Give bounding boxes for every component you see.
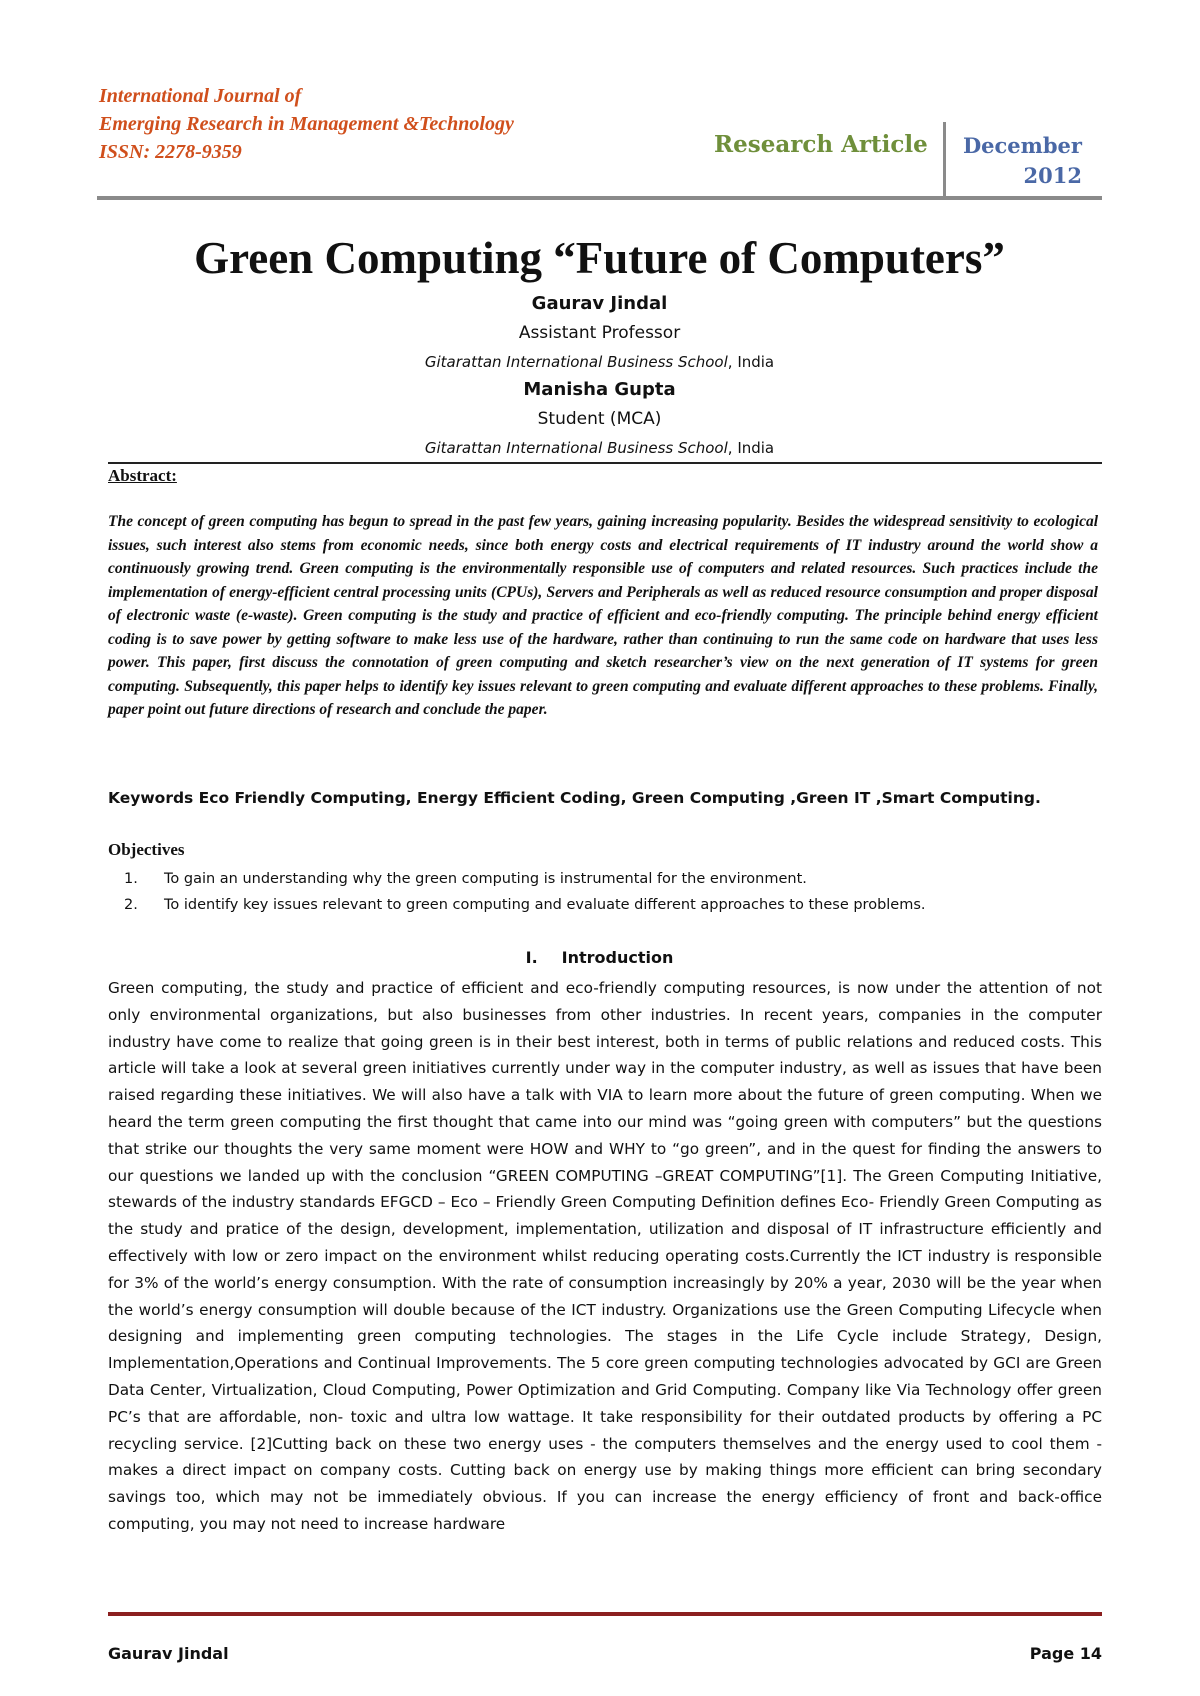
journal-name-line2: Emerging Research in Management &Technology: [99, 113, 514, 135]
author-name: Manisha Gupta: [523, 379, 676, 400]
list-item: [108, 892, 1098, 918]
header-rule: [97, 196, 1102, 200]
affiliation-country: , India: [727, 353, 775, 371]
article-type: Research Article: [714, 131, 928, 158]
list-number: 2.: [124, 897, 138, 913]
section-number: I.: [525, 948, 538, 967]
abstract-rule: [108, 462, 1102, 464]
list-text: To gain an understanding why the green computing is instrumental for the environment.: [164, 871, 807, 887]
author-role: Assistant Professor: [518, 323, 681, 343]
author-role: Student (MCA): [537, 409, 662, 429]
paper-title: Green Computing “Future of Computers”: [194, 233, 1005, 283]
list-item: [108, 866, 1098, 892]
abstract-text: The concept of green computing has begun to spread in the past few years, gaining increasing popularity. Besides the widespread sensitivity to ecological issues, such interest also stems from economic needs, since both energy costs and electrical requirements of IT industry around the world show a continuously growing trend. Green computing is the environmentally responsible use of computers and related resources. Such practices include the implementation of energy-efficient central processing units (CPUs), Servers and Peripherals as well as reduced resource consumption and proper disposal of electronic waste (e-waste). Green computing is the study and practice of efficient and eco-friendly computing. The principle behind energy efficient coding is to save power by getting software to make less use of the hardware, rather than continuing to run the same code on hardware that uses less power. This paper, first discuss the connotation of green computing and sketch researcher’s view on the next generation of IT systems for green computing. Subsequently, this paper helps to identify key issues relevant to green computing and evaluate different approaches to these problems. Finally, paper point out future directions of research and conclude the paper.: [108, 513, 1098, 718]
page-number: Page 14: [1029, 1644, 1102, 1663]
issue-date: [957, 131, 1082, 191]
section-heading-introduction: [97, 948, 1102, 967]
issue-year: 2012: [1023, 163, 1082, 188]
journal-issn: ISSN: 2278-9359: [99, 141, 242, 163]
author-affiliation: [97, 348, 1102, 376]
issue-month: December: [962, 133, 1082, 158]
footer-author: Gaurav Jindal: [108, 1644, 229, 1663]
author-block: [97, 290, 1102, 462]
author-name: Gaurav Jindal: [531, 293, 668, 314]
introduction-text: Green computing, the study and practice of efficient and eco-friendly computing resources, is now under the attention of not only environmental organizations, but also businesses from other industries. In recent years, companies in the computer industry have come to realize that going green is in their best interest, both in terms of public relations and reduced costs. This article will take a look at several green initiatives currently under way in the computer industry, as well as issues that have been raised regarding these initiatives. We will also have a talk with VIA to learn more about the future of green computing. When we heard the term green computing the first thought that came into our mind was “going green with computers” but the questions that strike our thoughts the very same moment were HOW and WHY to “go green”, and in the quest for finding the answers to our questions we landed up with the conclusion “GREEN COMPUTING –GREAT COMPUTING”[1]. The Green Computing Initiative, stewards of the industry standards EFGCD – Eco – Friendly Green Computing Definition defines Eco- Friendly Green Computing as the study and pratice of the design, development, implementation, utilization and disposal of IT infrastructure efficiently and effectively with low or zero impact on the environment whilst reducing operating costs.Currently the ICT industry is responsible for 3% of the world’s energy consumption. With the rate of consumption increasingly by 20% a year, 2030 will be the year when the world’s energy consumption will double because of the ICT industry. Organizations use the Green Computing Lifecycle when designing and implementing green computing technologies. The stages in the Life Cycle include Strategy, Design, Implementation,Operations and Continual Improvements. The 5 core green computing technologies advocated by GCI are Green Data Center, Virtualization, Cloud Computing, Power Optimization and Grid Computing. Company like Via Technology offer green PC’s that are affordable, non- toxic and ultra low wattage. It take responsibility for their outdated products by offering a PC recycling service. [2]Cutting back on these two energy uses - the computers themselves and the energy used to cool them - makes a direct impact on company costs. Cutting back on energy use by making things more efficient can bring secondary savings too, which may not be immediately obvious. If you can increase the energy efficiency of front and back-office computing, you may not need to increase hardware: [108, 979, 1102, 1533]
journal-info: [99, 82, 514, 166]
section-title: Introduction: [561, 948, 674, 967]
keywords: Keywords Eco Friendly Computing, Energy Efficient Coding, Green Computing ,Green IT ,Smart Computing.: [108, 789, 1041, 807]
affiliation-school: Gitarattan International Business School: [424, 439, 728, 457]
header-divider: [943, 122, 946, 196]
list-number: 1.: [124, 871, 138, 887]
objectives-heading: Objectives: [108, 840, 185, 859]
journal-name-line1: International Journal of: [99, 85, 302, 107]
author-affiliation: [97, 434, 1102, 462]
affiliation-country: , India: [727, 439, 775, 457]
list-text: To identify key issues relevant to green computing and evaluate different approaches to these problems.: [164, 897, 926, 913]
abstract-heading: Abstract:: [108, 466, 177, 485]
objectives-list: [108, 866, 1098, 918]
footer-rule: [108, 1612, 1102, 1616]
affiliation-school: Gitarattan International Business School: [424, 353, 728, 371]
